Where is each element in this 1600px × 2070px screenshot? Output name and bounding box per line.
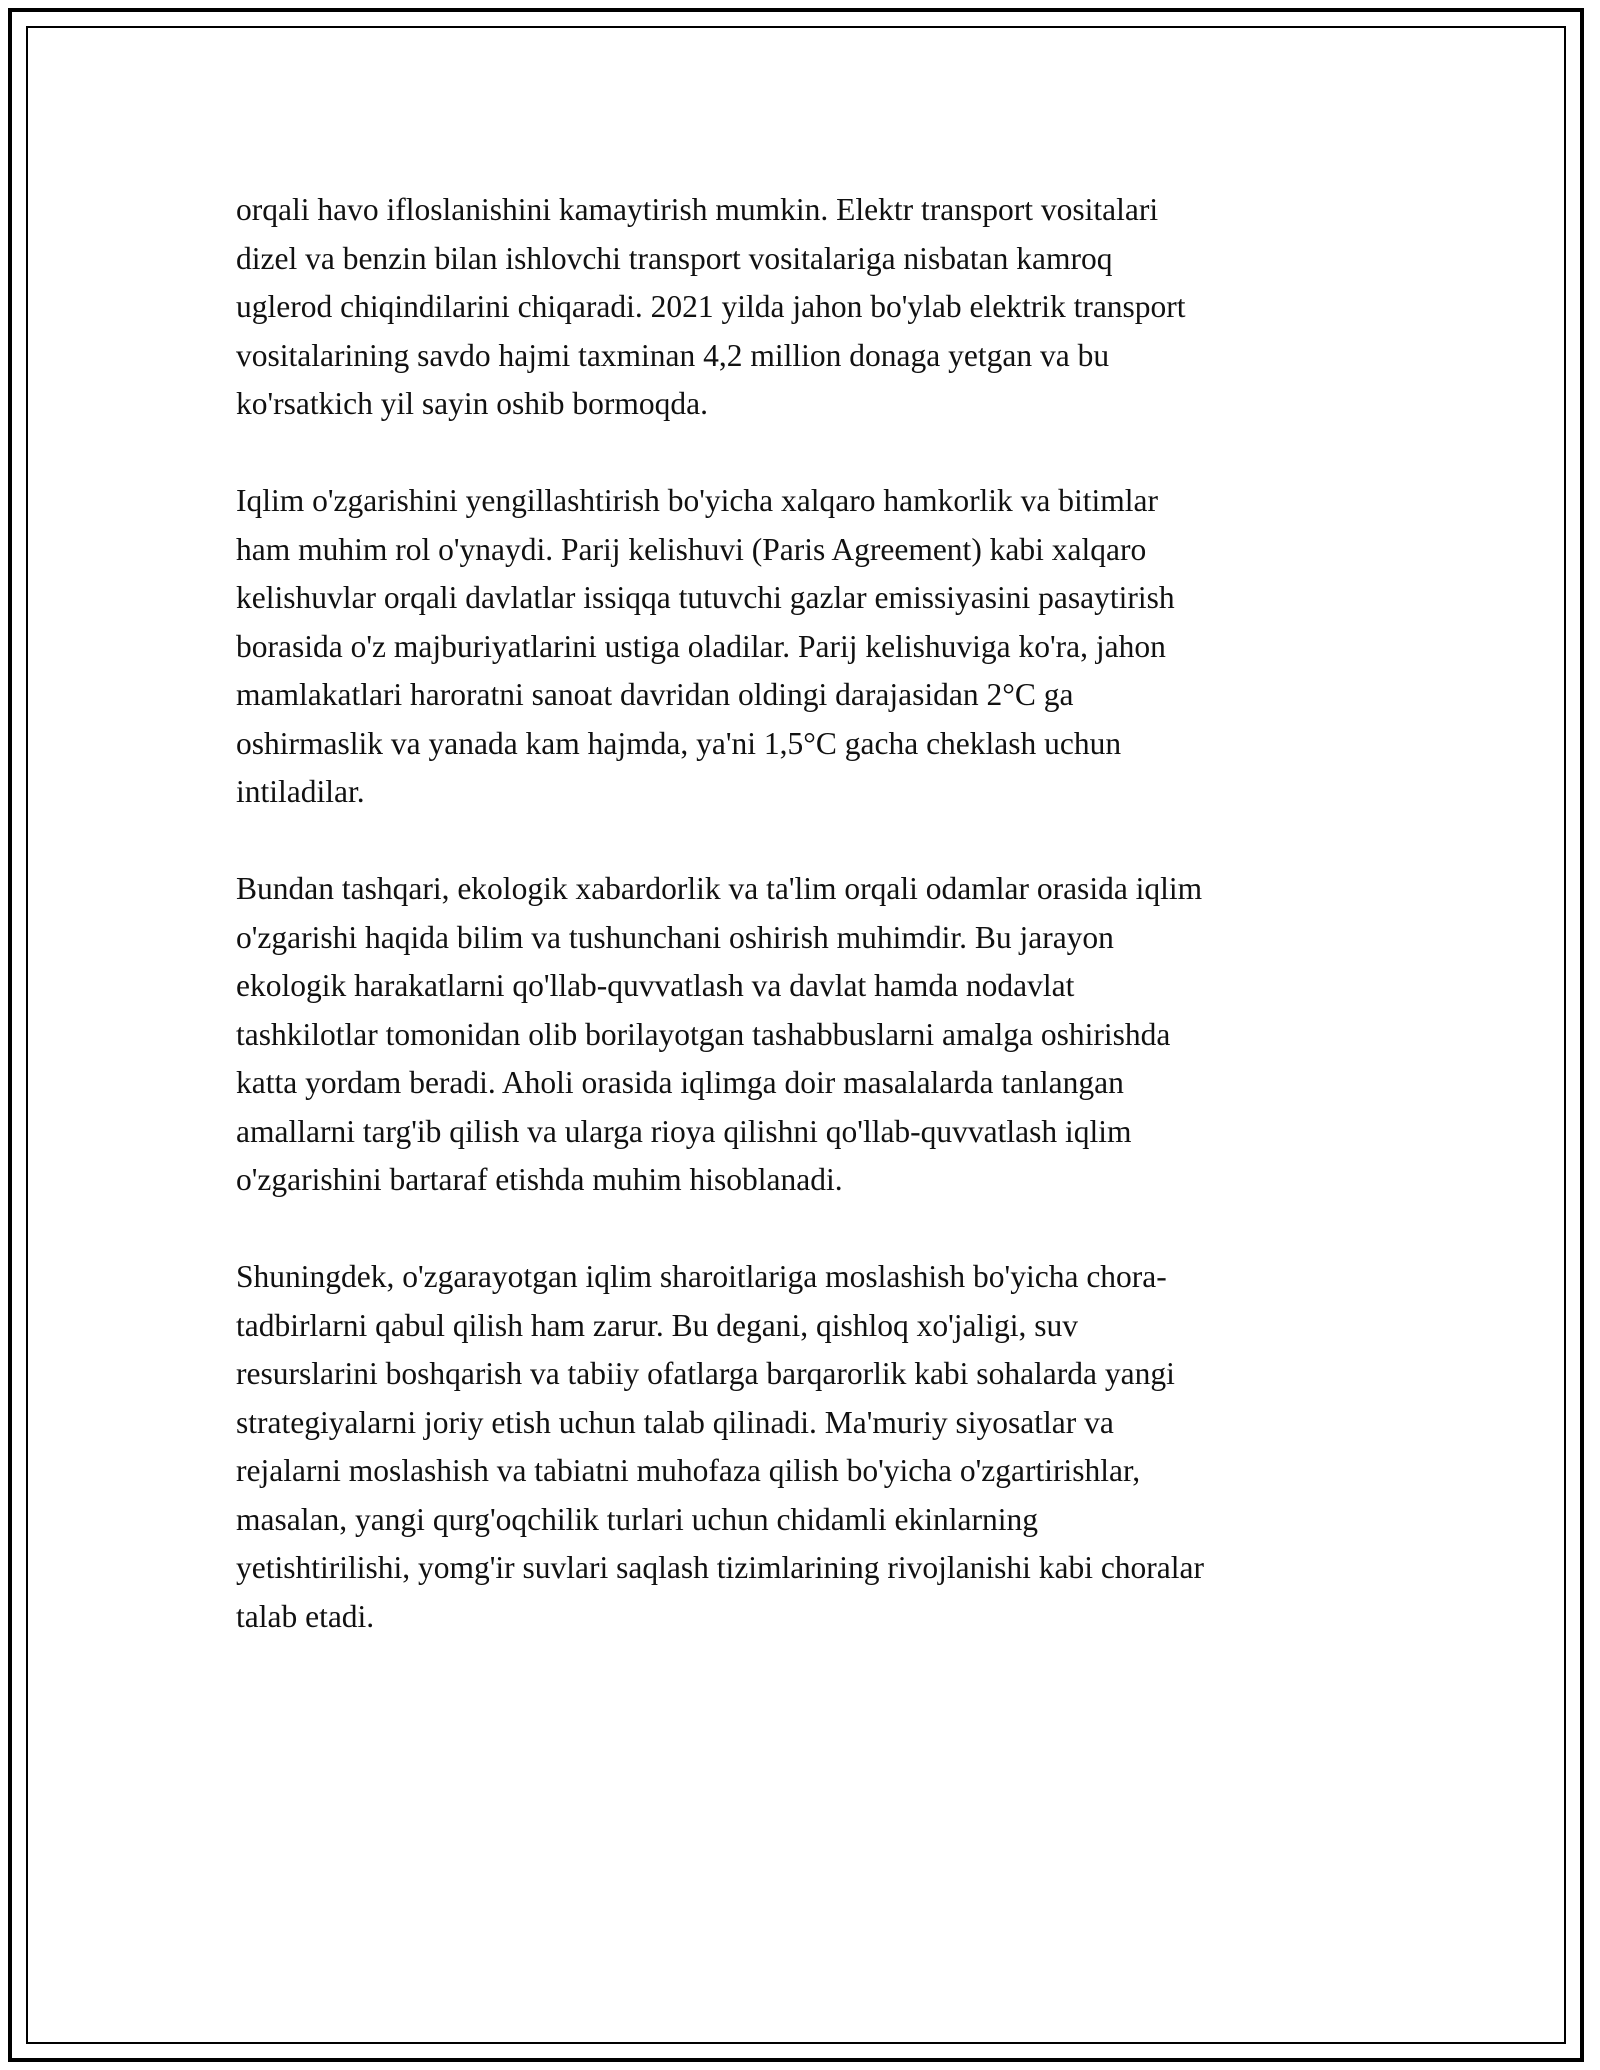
text-line: borasida o'z majburiyatlarini ustiga oladilar. Parij kelishuviga ko'ra, jahon xyxy=(236,628,1166,664)
text-line: ko'rsatkich yil sayin oshib bormoqda. xyxy=(236,386,708,421)
text-line: amallarni targ'ib qilish va ularga rioya qilishni qo'llab-quvvatlash iqlim xyxy=(236,1113,1132,1149)
text-line: ekologik harakatlarni qo'llab-quvvatlash va davlat hamda nodavlat xyxy=(236,968,1075,1003)
text-line: rejalarni moslashish va tabiatni muhofaza qilish bo'yicha o'zgartirishlar, xyxy=(236,1453,1141,1488)
text-line: resurslarini boshqarish va tabiiy ofatlarga barqarorlik kabi sohalarda yangi xyxy=(236,1356,1175,1391)
text-line: ham muhim rol o'ynaydi. Parij kelishuvi (Paris Agreement) kabi xalqaro xyxy=(236,531,1147,567)
text-line: vositalarining savdo hajmi taxminan 4,2 million donaga yetgan va bu xyxy=(236,337,1110,373)
paragraph-2 xyxy=(236,477,1386,817)
text-line: Iqlim o'zgarishini yengillashtirish bo'yicha xalqaro hamkorlik va bitimlar xyxy=(236,483,1159,518)
paragraph-1 xyxy=(236,186,1386,429)
text-line: intiladilar. xyxy=(236,774,365,809)
paragraph-3 xyxy=(236,865,1386,1205)
text-line: tadbirlarni qabul qilish ham zarur. Bu degani, qishloq xo'jaligi, suv xyxy=(236,1307,1079,1343)
text-line: oshirmaslik va yanada kam hajmda, ya'ni 1,5°C gacha cheklash uchun xyxy=(236,725,1122,761)
text-line: mamlakatlari haroratni sanoat davridan oldingi darajasidan 2°C ga xyxy=(236,677,1074,712)
text-line: strategiyalarni joriy etish uchun talab qilinadi. Ma'muriy siyosatlar va xyxy=(236,1404,1114,1440)
text-line: Bundan tashqari, ekologik xabardorlik va ta'lim orqali odamlar orasida iqlim xyxy=(236,871,1203,906)
text-line: uglerod chiqindilarini chiqaradi. 2021 yilda jahon bo'ylab elektrik transport xyxy=(236,289,1186,324)
paragraph-4 xyxy=(236,1253,1386,1641)
text-line: o'zgarishini bartaraf etishda muhim hisoblanadi. xyxy=(236,1162,843,1197)
text-line: kelishuvlar orqali davlatlar issiqqa tutuvchi gazlar emissiyasini pasaytirish xyxy=(236,580,1175,615)
text-line: yetishtirilishi, yomg'ir suvlari saqlash tizimlarining rivojlanishi kabi choralar xyxy=(236,1550,1204,1585)
document-body xyxy=(236,186,1386,1690)
text-line: tashkilotlar tomonidan olib borilayotgan tashabbuslarni amalga oshirishda xyxy=(236,1016,1171,1052)
text-line: Shuningdek, o'zgarayotgan iqlim sharoitlariga moslashish bo'yicha chora- xyxy=(236,1259,1167,1294)
text-line: masalan, yangi qurg'oqchilik turlari uchun chidamli ekinlarning xyxy=(236,1501,1039,1537)
text-line: dizel va benzin bilan ishlovchi transport vositalariga nisbatan kamroq xyxy=(236,240,1113,276)
text-line: orqali havo ifloslanishini kamaytirish mumkin. Elektr transport vositalari xyxy=(236,192,1159,227)
text-line: katta yordam beradi. Aholi orasida iqlimga doir masalalarda tanlangan xyxy=(236,1065,1124,1100)
text-line: talab etadi. xyxy=(236,1598,375,1634)
text-line: o'zgarishi haqida bilim va tushunchani oshirish muhimdir. Bu jarayon xyxy=(236,919,1114,955)
